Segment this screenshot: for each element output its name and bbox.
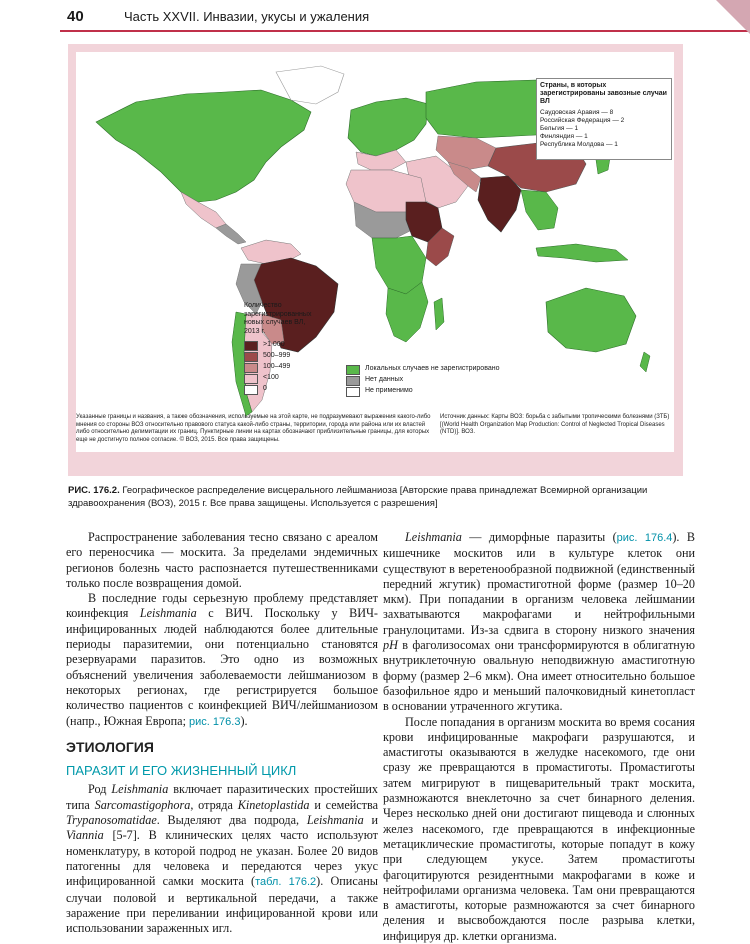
legend-cases	[244, 302, 314, 395]
italic-text: Sarcomastigophora	[94, 797, 191, 812]
inset-title: Страны, в которых зарегистрированы завозные случаи ВЛ	[540, 82, 667, 105]
italic-text: Viannia	[66, 828, 104, 843]
text-run: В последние годы серьезную проблему представляет коинфекция	[66, 591, 378, 621]
paragraph: Распространение заболевания тесно связано с ареалом его переносчика — москита. За пределами эндемичных регионов болезнь часто распознается путешественниками только после возвращения домой.	[66, 530, 378, 590]
legend-label: 500–999	[263, 352, 291, 360]
text-run: [5-7]. В клинических целях часто используют номенклатуру, в которой подрод не указан. Более 20 видов патогенны для человека и передаются через укус инфицированной самки москита (	[66, 828, 378, 889]
legend-label: <100	[263, 374, 279, 382]
caption-text: Географическое распределение висцерального лейшманиоза [Авторские права принадлежат Всемирной организации здравоохранения (ВОЗ), 2015 г. Все права защищены. Используется с разрешения]	[68, 485, 648, 509]
paragraph	[66, 782, 378, 936]
legend-swatch	[346, 365, 360, 375]
text-run: в фаголизосомах они трансформируются в облигатную внутриклеточную овальную неподвижную амастиготную форму (размер 2–6 мкм). Она имеет относительно большое базофильное ядро и меньший палочковидный кинетопласт в основании утраченного жгутика.	[383, 638, 695, 714]
legend-swatch	[346, 376, 360, 386]
subsection-heading: ПАРАЗИТ И ЕГО ЖИЗНЕННЫЙ ЦИКЛ	[66, 763, 297, 779]
legend-item	[244, 351, 314, 362]
text-run: ). Описаны случаи половой и вертикальной передачи, а также заражение при переливании инфицированной крови или использовании зараженных игл.	[66, 874, 378, 936]
page-header	[0, 0, 750, 34]
text-run: — диморфные паразиты (	[461, 530, 617, 544]
legend-swatch	[346, 387, 360, 397]
paragraph	[383, 530, 695, 715]
paragraph	[66, 591, 378, 730]
italic-text: Leishmania	[306, 813, 364, 828]
text-run: Род	[88, 782, 112, 797]
italic-text: Leishmania	[111, 782, 169, 797]
legend-item	[244, 340, 314, 351]
figure-caption	[68, 484, 683, 510]
text-run: . Выделяют два подрода,	[156, 813, 307, 828]
legend-item	[346, 386, 546, 397]
text-run: , отряда	[190, 797, 238, 812]
text-run: и	[363, 813, 378, 828]
italic-text: Kinetoplastida	[237, 797, 310, 812]
legend-swatch	[244, 341, 258, 351]
caption-label: РИС. 176.2.	[68, 485, 120, 496]
header-rule	[60, 30, 750, 32]
legend-title: Количество зарегистрированных новых случаев ВЛ, 2013 г.	[244, 302, 312, 335]
italic-text: Trypanosomatidae	[66, 813, 157, 828]
imported-cases-inset	[536, 78, 672, 160]
italic-text: Leishmania	[139, 606, 197, 621]
inset-item: Финляндия — 1	[540, 133, 588, 140]
figure-link[interactable]: рис. 176.3	[189, 715, 241, 728]
legend-status	[346, 364, 546, 397]
part-title: Часть XXVII. Инвазии, укусы и ужаления	[124, 9, 370, 24]
legend-item	[346, 364, 546, 375]
legend-swatch	[244, 385, 258, 395]
paragraph: После попадания в организм москита во время сосания крови инфицированные макрофаги разрушаются, и амастиготы оказываются в желудке насекомого, где они сразу же превращаются в промастиготы. Промастиготы затем мигрируют в пищеварительный тракт москита, размножаются внеклеточно за счет бинарного деления. Через несколько дней они достигают пищевода и слюнных желез насекомого, где превращаются в инфекционные метациклические промастиготы, которые попадут в кожу при следующем укусе. Затем промастиготы фагоцитируются резидентными макрофагами в коже и нейтрофилами организма человека. Там они превращаются в амастиготы, которые размножаются за счет бинарного деления и высвобождаются после разрыва клетки, инфицируя др. клетки организма.	[383, 714, 695, 943]
inset-list	[540, 109, 668, 149]
text-run: с ВИЧ. Поскольку у ВИЧ-инфицированных людей наблюдаются более длительные периоды паразитемии, они потенциально становятся резервуарами паразитов. Это одно из возможных объяснений увеличения заболеваемости лейшманиозом в некоторых регионах, где регистрируется большое количество пациентов с коинфекцией ВИЧ/лейшманиозом (напр., Южная Европа;	[66, 606, 378, 728]
italic-text: pH	[383, 638, 398, 653]
legend-label: >1 000	[263, 341, 285, 349]
legend-item	[346, 375, 546, 386]
legend-item	[244, 373, 314, 384]
right-column	[383, 530, 695, 944]
figure-176-2	[68, 44, 683, 476]
inset-item: Российская Федерация — 2	[540, 117, 625, 124]
legend-label: 0	[263, 385, 267, 393]
legend-swatch	[244, 352, 258, 362]
map-disclaimer: Указанные границы и названия, а также обозначения, используемые на этой карте, не подразумевают выражения какого-либо мнения со стороны ВОЗ относительно правового статуса какой-либо страны, территории, города или района или их властей либо относительно делимитации их границ. Пунктирные линии на картах обозначают приблизительные границы, для которых еще не достигнуто полное согласие. © ВОЗ, 2015. Все права защищены.	[76, 414, 431, 443]
legend-label: Нет данных	[365, 376, 404, 384]
figure-link[interactable]: рис. 176.4	[616, 532, 673, 544]
left-column	[66, 530, 378, 936]
legend-label: 100–499	[263, 363, 291, 371]
text-run: ). В кишечнике москитов или в культуре клеток они существуют в веретенообразной подвижной (единственный передний жгутик) промастиготной форме (размер 10–20 мкм). При попадании в организм человека лейшмании захватываются макрофагами и нейтрофильными гранулоцитами. Из-за сдвига в сторону низкого значения	[383, 530, 695, 637]
map-australia	[546, 288, 636, 352]
inset-item: Республика Молдова — 1	[540, 141, 618, 148]
legend-item	[244, 362, 314, 373]
page-corner	[716, 0, 750, 34]
map-source: Источник данных: Карты ВОЗ: борьба с забытыми тропическими болезнями (ЗТБ) [(World Health Organization Map Production: Control of Neglected Tropical Diseases (NTD)]. ВОЗ.	[440, 414, 670, 435]
section-heading: ЭТИОЛОГИЯ	[66, 738, 154, 755]
legend-label: Локальных случаев не зарегистрировано	[365, 365, 500, 373]
text-run: включает паразитических простейших типа	[66, 782, 379, 812]
legend-item	[244, 384, 314, 395]
legend-swatch	[244, 374, 258, 384]
text-run: и семейства	[309, 797, 379, 812]
page-number: 40	[67, 8, 84, 25]
table-link[interactable]: табл. 176.2	[255, 876, 317, 889]
legend-label: Не применимо	[365, 387, 413, 395]
header-bar	[0, 0, 750, 34]
italic-text: Leishmania	[405, 530, 462, 544]
text-run: ).	[240, 713, 248, 728]
inset-item: Бельгия — 1	[540, 125, 579, 132]
inset-item: Саудовская Аравия — 8	[540, 109, 614, 116]
legend-swatch	[244, 363, 258, 373]
